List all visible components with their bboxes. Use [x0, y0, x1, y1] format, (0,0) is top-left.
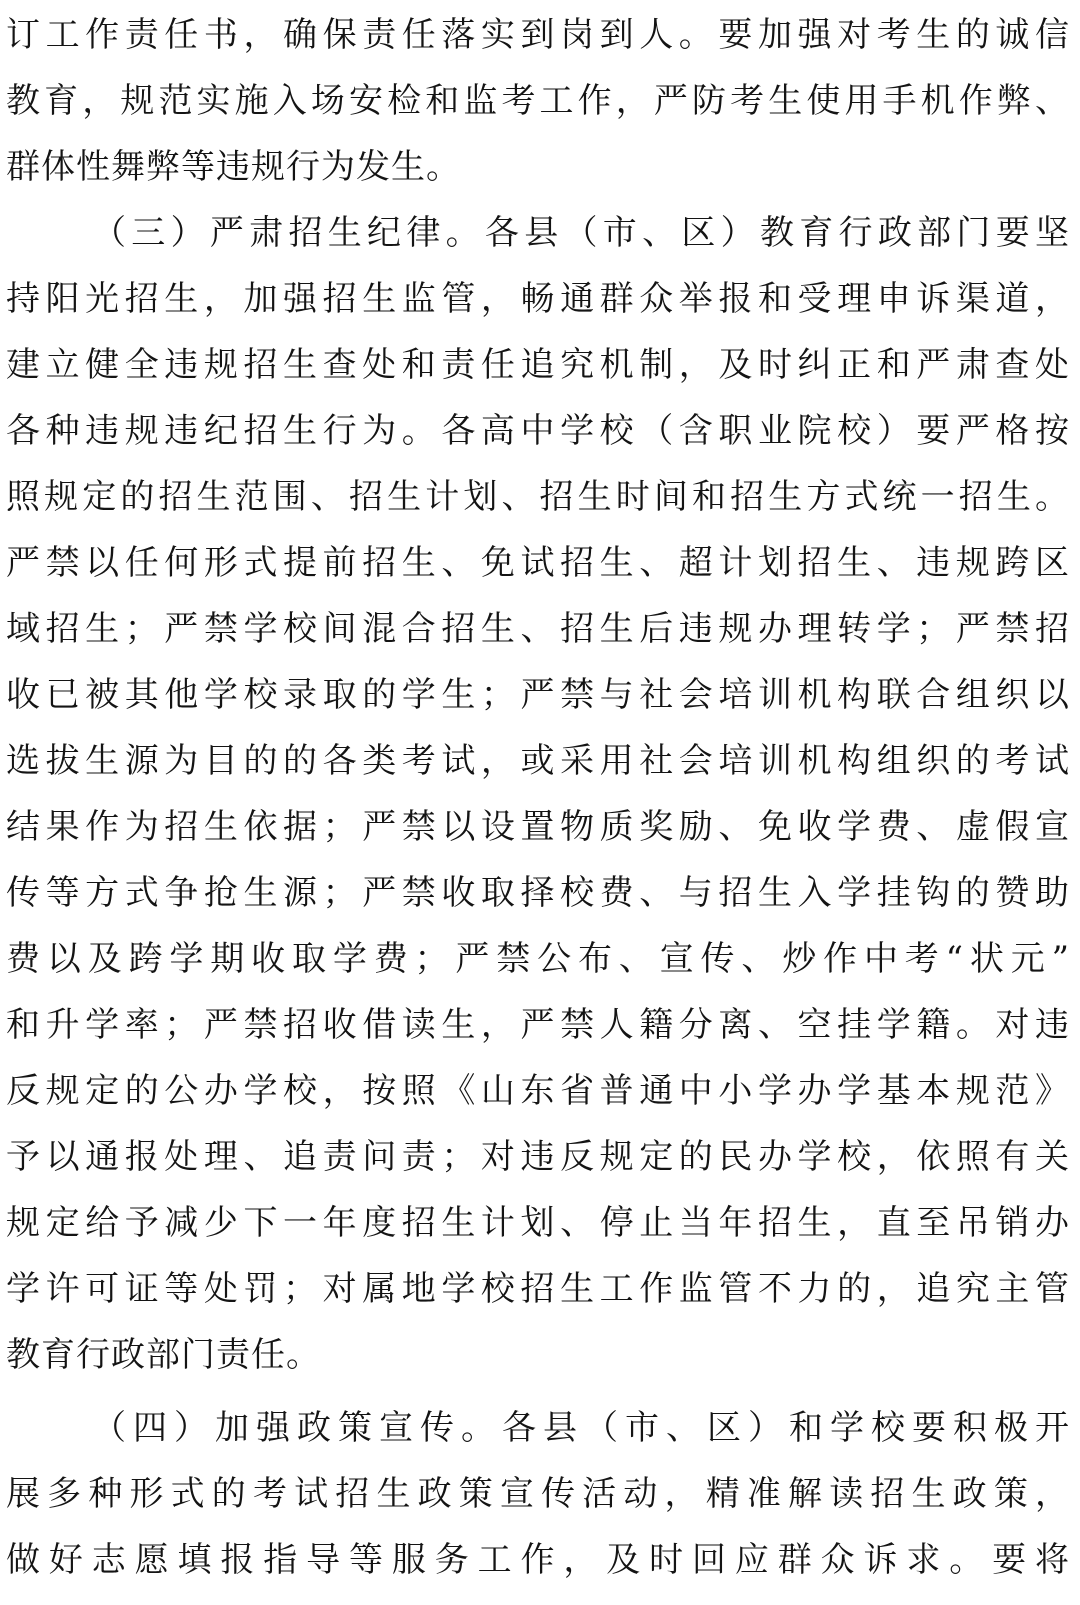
text-line: 各种违规违纪招生行为。各高中学校（含职业院校）要严格按	[6, 411, 1070, 451]
text-line: 域招生；严禁学校间混合招生、招生后违规办理转学；严禁招	[6, 609, 1070, 649]
text-line: 费以及跨学期收取学费；严禁公布、宣传、炒作中考“状元”	[6, 939, 1070, 979]
text-line: 做好志愿填报指导等服务工作，及时回应群众诉求。要将	[6, 1540, 1070, 1580]
text-line: 展多种形式的考试招生政策宣传活动，精准解读招生政策，	[6, 1474, 1070, 1514]
text-line: 予以通报处理、追责问责；对违反规定的民办学校，依照有关	[6, 1137, 1070, 1177]
text-line: 传等方式争抢生源；严禁收取择校费、与招生入学挂钩的赞助	[6, 873, 1070, 913]
text-line: 规定给予减少下一年度招生计划、停止当年招生，直至吊销办	[6, 1203, 1070, 1243]
text-line: 严禁以任何形式提前招生、免试招生、超计划招生、违规跨区	[6, 543, 1070, 583]
text-line: 和升学率；严禁招收借读生，严禁人籍分离、空挂学籍。对违	[6, 1005, 1070, 1045]
text-line: 收已被其他学校录取的学生；严禁与社会培训机构联合组织以	[6, 675, 1070, 715]
text-line: 教育行政部门责任。	[6, 1335, 321, 1375]
text-line: 群体性舞弊等违规行为发生。	[6, 147, 461, 187]
text-line: 照规定的招生范围、招生计划、招生时间和招生方式统一招生。	[6, 477, 1070, 517]
text-line: 反规定的公办学校，按照《山东省普通中小学办学基本规范》	[6, 1071, 1070, 1111]
text-line: 选拔生源为目的的各类考试，或采用社会培训机构组织的考试	[6, 741, 1070, 781]
text-line: 持阳光招生，加强招生监管，畅通群众举报和受理申诉渠道，	[6, 279, 1070, 319]
text-line: 订工作责任书，确保责任落实到岗到人。要加强对考生的诚信	[6, 15, 1070, 55]
text-line: 学许可证等处罚；对属地学校招生工作监管不力的，追究主管	[6, 1269, 1070, 1309]
section-4-heading-line: （四）加强政策宣传。各县（市、区）和学校要积极开	[92, 1408, 1070, 1448]
text-line: 建立健全违规招生查处和责任追究机制，及时纠正和严肃查处	[6, 345, 1070, 385]
text-line: 教育，规范实施入场安检和监考工作，严防考生使用手机作弊、	[6, 81, 1070, 121]
text-line: 结果作为招生依据；严禁以设置物质奖励、免收学费、虚假宣	[6, 807, 1070, 847]
section-3-heading-line: （三）严肃招生纪律。各县（市、区）教育行政部门要坚	[92, 213, 1070, 253]
